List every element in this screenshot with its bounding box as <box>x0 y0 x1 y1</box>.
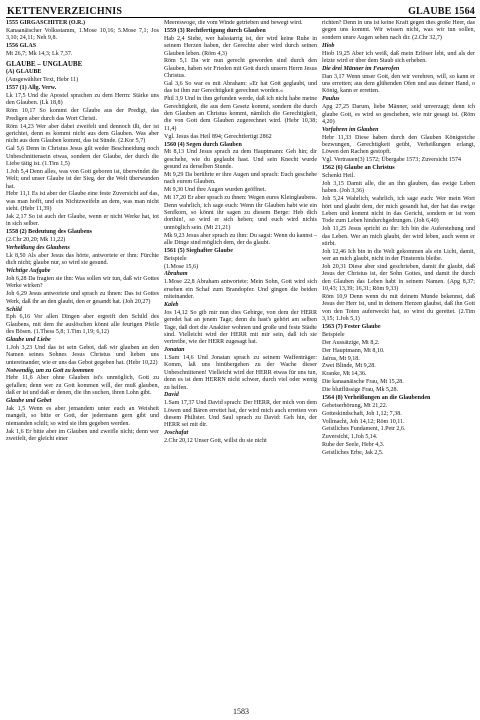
column-1 <box>6 20 159 702</box>
column-2 <box>164 20 317 702</box>
text-paragraph: Röm 5,1 Da wir nun gerecht geworden sind durch den Glauben, haben wir Frieden mit Gott durch unsern Herrn Jesus Christus. <box>164 58 317 80</box>
subheading: Hiob <box>322 42 335 49</box>
text-paragraph: Phil 3,9 Und in ihm gefunden werde, daß ich nicht habe meine Gerechtigkeit, die aus dem Gesetz kommt, sondern die durch den Glauben an Christus kommt, nämlich die Gerechtigkeit, die von Gott dem Glauben zugerechnet wird. (Hebr 10,38; 11,4) <box>164 96 317 132</box>
text-paragraph: Vollmacht, Joh 14,12; Röm 10,11. <box>322 418 405 425</box>
text-paragraph: Zwei Blinde, Mt 9,28. <box>322 363 376 370</box>
subheading: Paulus <box>322 96 340 103</box>
text-paragraph: Mt 17,20 Er aber sprach zu ihnen: Wegen eures Kleinglaubens. Denn wahrlich, ich sage euch: Wenn ihr Glauben habt wie ein Senfkorn, so könnt ihr sagen zu diesem Berge: Heb dich dorthin!, so wird er sich heben; und euch wird nichts unmöglich sein. (Mt 21,21) <box>164 195 317 231</box>
text-paragraph: Kanaanäischer Volksstamm, 1.Mose 10,16; 5.Mose 7,1; Jos 3,10; 24,11; Neh 9,8. <box>6 27 159 42</box>
subheading: Glaube und Liebe <box>6 337 51 344</box>
text-paragraph: 1.Joh 3,23 Und das ist sein Gebot, daß wir glauben an den Namen seines Sohnes Jesus Christus und lieben uns untereinander, wie er uns das Gebot gegeben hat. (Hebr 10,22) <box>6 344 159 366</box>
text-paragraph: Vgl. Vertrauen(3) 1572; Übergabe 1573; Zuversicht 1574 <box>322 157 461 164</box>
text-paragraph: Gebetserhörung, Mt 21,22. <box>322 402 388 409</box>
text-paragraph: Apg 27,25 Darum, liebe Männer, seid unverzagt; denn ich glaube Gott, es wird so geschehen, wie mir gesagt ist. (Röm 4,20) <box>322 104 475 125</box>
text-paragraph: Vgl. Jesus das Heil 894; Gerechtfertigt 2862 <box>164 133 272 140</box>
subheading: Glaube und Gebet <box>6 398 52 405</box>
subheading: Wichtige Aufgabe <box>6 268 51 275</box>
text-paragraph: Joh 11,25 Jesus spricht zu ihr: Ich bin die Auferstehung und das Leben. Wer an mich glaubt, der wird leben, auch wenn er stirbt. <box>322 226 475 247</box>
subheading: Schild <box>6 306 22 313</box>
text-paragraph: Der Hauptmann, Mt 8,10. <box>322 347 385 354</box>
entry-heading: 1555 GIRGASCHITER (O.R.) <box>6 20 85 26</box>
text-paragraph: Jak 2,17 So ist auch der Glaube, wenn er nicht Werke hat, tot in sich selber. <box>6 214 159 228</box>
text-paragraph: (1.Mose 15,6) <box>164 263 199 270</box>
text-paragraph: Joh 20,31 Diese aber sind geschrieben, damit ihr glaubt, daß Jesus der Christus ist, der Sohn Gottes, und damit ihr durch den Glauben das Leben habt in seinem Namen. (Apg 8,37; 10,43; 13,39; 16,31; Röm 9,33) <box>322 264 475 293</box>
text-paragraph: Röm 10,9 Denn wenn du mit deinem Munde bekennst, daß Jesus der Herr ist, und in deinem Herzen glaubst, daß ihn Gott von den Toten auferweckt hat, so wirst du gerettet. (2.Tim 3,15; 1.Joh 5,1) <box>322 294 475 323</box>
text-paragraph: Mt 8,13 Und Jesus sprach zu dem Hauptmann: Geh hin; dir geschehe, wie du geglaubt hast. Und sein Knecht wurde gesund zu derselben Stunde. <box>164 149 317 171</box>
text-paragraph: Gal 3,6 So war es mit Abraham: »Er hat Gott geglaubt, und das ist ihm zur Gerechtigkeit gerechnet worden.« <box>164 81 317 95</box>
text-paragraph: Mk 9,23 Jesus aber sprach zu ihm: Du sagst: Wenn du kannst – alle Dinge sind möglich dem, der da glaubt. <box>164 232 317 246</box>
entry-heading: (A) GLAUBE <box>6 69 42 76</box>
text-paragraph: 1.Sam 17,37 Und David sprach: Der HERR, der mich von dem Löwen und Bären errettet hat, der wird mich auch erretten von diesem Philister. Und Saul sprach zu David: Geh hin, der HERR sei mit dir. <box>164 400 317 429</box>
text-paragraph: 2.Chr 20,12 Unser Gott, willst du sie nicht <box>164 438 267 445</box>
text-paragraph: Röm 14,23 Wer aber dabei zweifelt und dennoch ißt, der ist gerichtet, denn es kommt nicht aus dem Glauben. Was aber nicht aus dem Glauben kommt, das ist Sünde. (2.Kor 5,7) <box>6 123 159 145</box>
text-paragraph: Eph 6,16 Vor allen Dingen aber ergreift den Schild des Glaubens, mit dem ihr auslöschen könnt alle feurigen Pfeile des Bösen. (1.Thess 5,8; 1.Tim 1,19; 6,12) <box>6 314 159 336</box>
text-paragraph: Ruhe der Seele, Hebr 4,3. <box>322 442 385 449</box>
text-paragraph: Die blutflüssige Frau, Mk 5,28. <box>322 387 399 393</box>
subheading: Kaleb <box>164 301 179 308</box>
text-paragraph: Geistliches Fundament, 1.Petr 2,6. <box>322 426 406 433</box>
entry-heading: 1563 (7) Fester Glaube <box>322 324 381 330</box>
text-paragraph: Mt 9,29 Da berührte er ihre Augen und sprach: Euch geschehe nach eurem Glauben. <box>164 172 317 186</box>
text-paragraph: Die kanaanäische Frau, Mt 15,28. <box>322 379 404 386</box>
text-paragraph: Lk 17,5 Und die Apostel sprachen zu dem Herrn: Stärke uns den Glauben. (Lk 18,8) <box>6 93 159 107</box>
text-paragraph: Joh 3,15 Damit alle, die an ihn glauben, das ewige Leben haben. (Joh 3,36) <box>322 180 475 195</box>
column-3 <box>322 20 475 702</box>
entry-heading: 1559 (3) Rechtfertigung durch Glauben <box>164 27 266 34</box>
text-paragraph: 1.Joh 5,4 Denn alles, was von Gott geboren ist, überwindet die Welt; und unser Glaube ist der Sieg, der die Welt überwunden hat. <box>6 168 159 190</box>
text-columns <box>6 20 476 702</box>
text-paragraph: Mt 9,30 Und ihre Augen wurden geöffnet. <box>164 187 266 194</box>
text-paragraph: Joh 5,24 Wahrlich, wahrlich, ich sage euch: Wer mein Wort hört und glaubt dem, der mich gesandt hat, der hat das ewige Leben und kommt nicht in das Gericht, sondern er ist vom Tode zum Leben hindurchgedrungen. (Joh 6,40) <box>322 196 475 225</box>
subheading: Vorfahren im Glauben <box>322 126 379 133</box>
subheading: Die drei Männer im Feuerofen <box>322 65 400 72</box>
text-paragraph: Geistliches Erbe, Jak 2,5. <box>322 450 384 456</box>
text-paragraph: Zuversicht, 1.Joh 5,14. <box>322 434 378 441</box>
text-paragraph: 1.Mose 22,8 Abraham antwortete: Mein Sohn, Gott wird sich ersehen ein Schaf zum Brandopfer. Und gingen die beiden miteinander. <box>164 279 317 300</box>
header-right: GLAUBE 1564 <box>408 6 475 17</box>
text-paragraph: Beispiele <box>164 255 187 262</box>
text-paragraph: Meereswoge, die vom Winde getrieben und bewegt wird. <box>164 20 303 26</box>
text-paragraph: Hab 2,4 Siehe, wer halsstarrig ist, der wird keine Ruhe in seinem Herzen haben, der Gerechte aber wird durch seinen Glauben leben. (Röm 4,3) <box>164 35 317 57</box>
entry-heading: 1556 GLAS <box>6 43 37 50</box>
text-paragraph: Röm 10,17 So kommt der Glaube aus der Predigt, das Predigen aber durch das Wort Christi. <box>6 108 159 122</box>
text-paragraph: (Ausgewählter Text, Hebr 11) <box>6 77 79 84</box>
subheading: Jonatan <box>164 347 185 354</box>
subheading: Verheißung des Glaubens <box>6 245 70 252</box>
text-paragraph: Gotteskindschaft, Joh 1,12; 7,38. <box>322 410 402 417</box>
text-paragraph: Hiob 19,25 Aber ich weiß, daß mein Erlöser lebt, und als der letzte wird er über dem Staub sich erheben. <box>322 50 475 64</box>
text-paragraph: Lk 8,50 Als aber Jesus das hörte, antwortete er ihm: Fürchte dich nicht; glaube nur, so wird sie gesund. <box>6 252 159 267</box>
subheading: Abraham <box>164 271 188 278</box>
text-paragraph: Jos 14,12 So gib mir nun dies Gebirge, von dem der HERR geredet hat an jenem Tage; denn du hast's gehört am selben Tage, daß dort die Anakiter wohnen und große und feste Städte sind. Vielleicht wird der HERR mit mir sein, daß ich sie vertreibe, wie der HERR zugesagt hat. <box>164 309 317 346</box>
entry-heading: 1564 (8) Verheißungen an die Glaubenden <box>322 394 431 401</box>
text-paragraph: Hebr 11,6 Aber ohne Glauben ist's unmöglich, Gott zu gefallen; denn wer zu Gott kommen will, der muß glauben, daß er ist und daß er denen, die ihn suchen, ihren Lohn gibt. <box>6 375 159 397</box>
entry-heading: 1558 (2) Bedeutung des Glaubens <box>6 229 93 236</box>
subheading: Notwendig, um zu Gott zu kommen <box>6 367 94 374</box>
text-paragraph: richten? Denn in uns ist keine Kraft gegen dies große Heer, das gegen uns kommt. Wir wissen nicht, was wir tun sollen, sondern unsre Augen sehen nach dir. (2.Chr 32,7) <box>322 20 475 41</box>
text-paragraph: Joh 6,29 Jesus antwortete und sprach zu ihnen: Das ist Gottes Werk, daß ihr an den glaubt, den er gesandt hat. (Joh 20,27) <box>6 291 159 305</box>
entry-heading: 1562 (6) Glaube an Christus <box>322 165 395 172</box>
text-paragraph: Mt 26,7; Mk 14,3; Lk 7,37. <box>6 51 73 57</box>
entry-heading: 1560 (4) Segen durch Glauben <box>164 141 242 148</box>
entry-heading: 1557 (1) Allg. Verw. <box>6 85 57 92</box>
text-paragraph: Joh 12,46 Ich bin in die Welt gekommen als ein Licht, damit, wer an mich glaubt, nicht in der Finsternis bleibe. <box>322 248 475 263</box>
text-paragraph: Der Aussätzige, Mt 8,2. <box>322 339 380 346</box>
page-header <box>6 0 476 18</box>
subheading: David <box>164 392 179 399</box>
entry-heading: 1561 (5) Sieghafter Glaube <box>164 247 233 254</box>
text-paragraph: Beispiele <box>322 331 345 338</box>
text-paragraph: Schenkt Heil. <box>322 173 355 179</box>
text-paragraph: Jak 1,6 Er bitte aber im Glauben und zweifle nicht; denn wer zweifelt, der gleicht einer <box>6 428 159 442</box>
text-paragraph: 1.Sam 14,6 Und Jonatan sprach zu seinem Waffenträger: Komm, laß uns hinübergehen zu der Wache dieser Unbeschnittenen! Vielleicht wird der HERR etwas für uns tun, denn es ist dem HERRN nicht schwer, durch viel oder wenig zu helfen. <box>164 355 317 391</box>
text-paragraph: Dan 3,17 Wenn unser Gott, den wir verehren, will, so kann er uns erretten; aus dem glühenden Ofen und aus deiner Hand, o König, kann er erretten. <box>322 73 475 95</box>
text-paragraph: (2.Chr 20,20; Mk 11,22) <box>6 237 66 244</box>
text-paragraph: Jaïrus, Mt 9,18. <box>322 355 360 362</box>
page <box>6 0 476 720</box>
text-paragraph: Kranke, Mt 14,36. <box>322 371 367 378</box>
header-left: KETTENVERZEICHNIS <box>7 6 123 17</box>
text-paragraph: Gal 5,6 Denn in Christus Jesus gilt weder Beschneidung noch Unbeschnittensein etwas, sondern der Glaube, der durch die Liebe tätig ist. (1.Tim 1,5) <box>6 146 159 167</box>
text-paragraph: Joh 6,28 Da fragten sie ihn: Was sollen wir tun, daß wir Gottes Werke wirken? <box>6 276 159 290</box>
subheading: Joschafat <box>164 430 189 437</box>
page-number: 1583 <box>233 707 249 716</box>
section-heading: GLAUBE – UNGLAUBE <box>6 60 83 69</box>
text-paragraph: Jak 1,5 Wenn es aber jemandem unter euch an Weisheit mangelt, so bitte er Gott, der jedermann gern gibt und niemanden schilt; so wird sie ihm gegeben werden. <box>6 405 159 427</box>
text-paragraph: Hebr 11,33 Diese haben durch den Glauben Königreiche bezwungen, Gerechtigkeit geübt, Verheißungen erlangt, Löwen den Rachen gestopft. <box>322 134 475 156</box>
text-paragraph: Hebr 11,1 Es ist aber der Glaube eine feste Zuversicht auf das, was man hofft, und ein Nichtzweifeln an dem, was man nicht sieht. (Hebr 11,39) <box>6 191 159 213</box>
